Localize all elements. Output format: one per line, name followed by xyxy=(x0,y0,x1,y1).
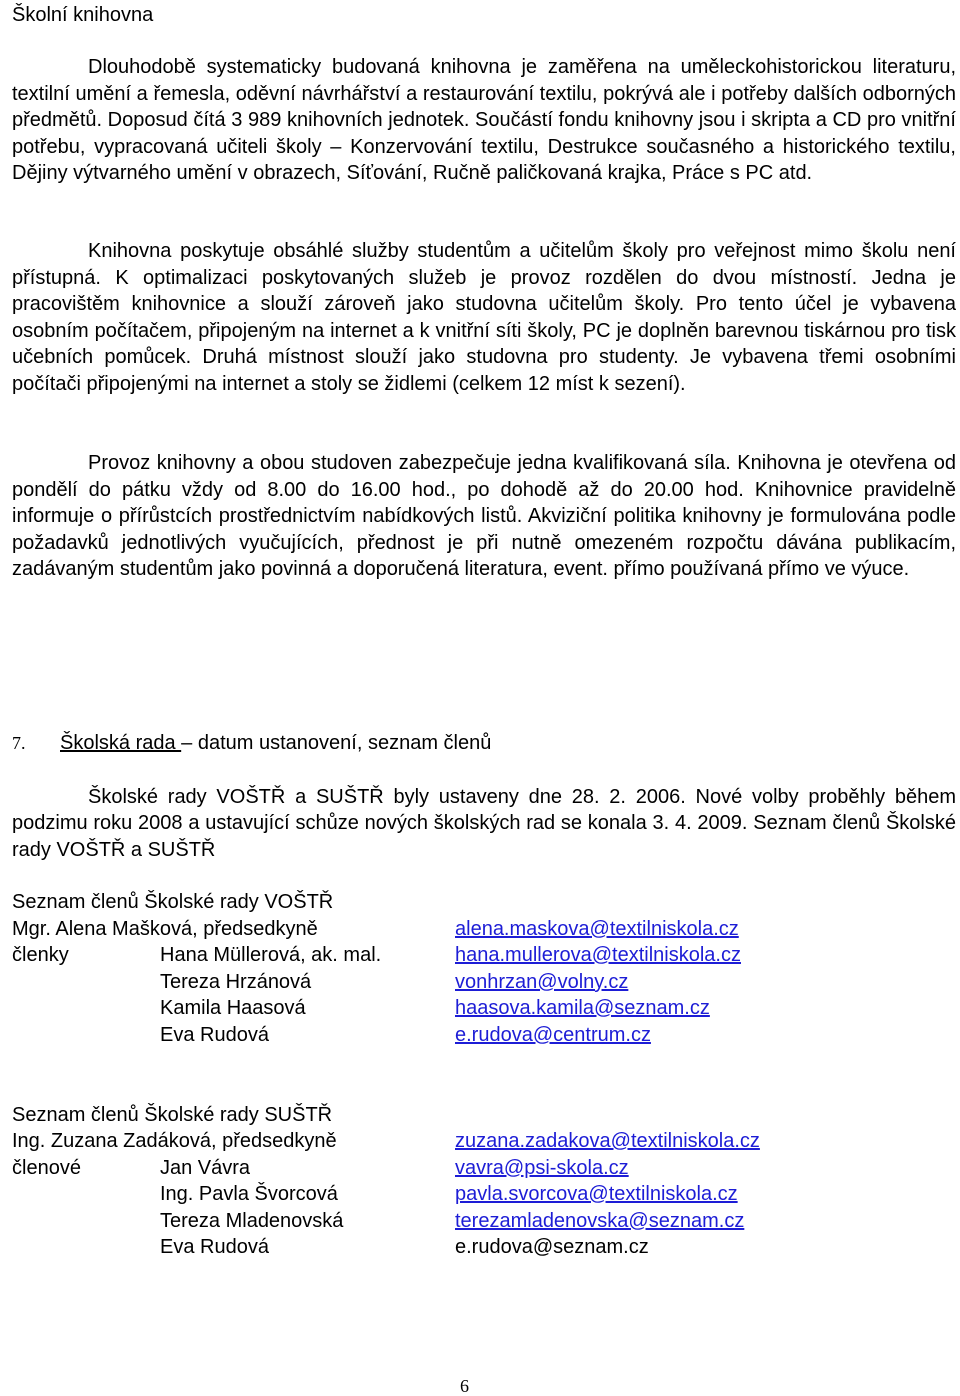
email-link[interactable]: vavra@psi-skola.cz xyxy=(455,1157,629,1179)
member-name: Hana Müllerová, ak. mal. xyxy=(160,944,382,966)
member-name: Eva Rudová xyxy=(160,1024,269,1046)
member-name: Ing. Zuzana Zadáková, předsedkyně xyxy=(12,1130,337,1152)
members-label: členové xyxy=(12,1157,81,1179)
section-title-underlined: Školská rada xyxy=(60,732,182,754)
vostr-member-row xyxy=(12,969,956,996)
library-paragraph-1: Dlouhodobě systematicky budovaná knihovna je zaměřena na uměleckohistorickou literaturu, textilní umění a řemesla, oděvní návrhářství a restaurování textilu, pokrývá ale i potřeby dalších odborných předmětů. Doposud čítá 3 989 knihovních jednotek. Součástí fondu knihovny jsou i skripta a CD pro vnitřní potřebu, vypracovaná učiteli školy – Konzervování textilu, Destrukce současného a historického textilu, Dějiny výtvarného umění v obrazech, Síťování, Ručně paličkovaná krajka, Práce s PC atd. xyxy=(12,56,956,185)
vostr-member-row xyxy=(12,1022,956,1049)
member-name: Mgr. Alena Mašková, předsedkyně xyxy=(12,918,318,940)
email-link[interactable]: hana.mullerova@textilniskola.cz xyxy=(455,944,741,966)
sustr-list-title: Seznam členů Školské rady SUŠTŘ xyxy=(12,1104,333,1126)
page-number: 6 xyxy=(460,1376,469,1396)
email-link[interactable]: pavla.svorcova@textilniskola.cz xyxy=(455,1183,738,1205)
vostr-chair-row xyxy=(12,916,956,943)
library-heading: Školní knihovna xyxy=(12,4,154,26)
vostr-member-row xyxy=(12,995,956,1022)
library-paragraph-2: Knihovna poskytuje obsáhlé služby studentům a učitelům školy pro veřejnost mimo školu není přístupná. K optimalizaci poskytovaných služeb je provoz rozdělen do dvou místností. Jedna je pracovištěm knihovnice a slouží zároveň jako studovna učitelům školy. Pro tento účel je vybavena osobním počítačem, připojeným na internet a k vnitřní síti školy, PC je doplněn barevnou tiskárnou pro tisk učebních pomůcek. Druhá místnost slouží jako studovna pro studenty. Je vybavena třemi osobními počítači připojenými na internet a stoly se židlemi (celkem 12 míst k sezení). xyxy=(12,240,956,395)
member-name: Tereza Hrzánová xyxy=(160,971,312,993)
sustr-chair-row xyxy=(12,1128,956,1155)
school-council-intro: Školské rady VOŠTŘ a SUŠTŘ byly ustaveny dne 28. 2. 2006. Nové volby proběhly během podzimu roku 2008 a ustavující schůze nových školských rad se konala 3. 4. 2009. Seznam členů Školské rady VOŠTŘ a SUŠTŘ xyxy=(12,786,956,861)
email-text: e.rudova@seznam.cz xyxy=(455,1236,649,1258)
library-paragraph-3: Provoz knihovny a obou studoven zabezpečuje jedna kvalifikovaná síla. Knihovna je otevřena od pondělí do pátku vždy od 8.00 do 16.00 hod., po dohodě až do 20.00 hod. Knihovnice pravidelně informuje o přírůstcích prostřednictvím nabídkových listů. Akviziční politika knihovny je formulována podle požadavků jednotlivých vyučujících, přednost je při nutně omezeném rozpočtu dávána publikacím, zadávaným studentům jako povinná a doporučená literatura, event. přímo používaná přímo ve výuce. xyxy=(12,452,956,581)
vostr-list-title: Seznam členů Školské rady VOŠTŘ xyxy=(12,891,334,913)
sustr-member-row xyxy=(12,1155,956,1182)
email-link[interactable]: zuzana.zadakova@textilniskola.cz xyxy=(455,1130,760,1152)
vostr-member-row xyxy=(12,942,956,969)
section-title-rest: – datum ustanovení, seznam členů xyxy=(181,732,492,754)
members-label: členky xyxy=(12,944,69,966)
email-link[interactable]: alena.maskova@textilniskola.cz xyxy=(455,918,739,940)
sustr-member-row xyxy=(12,1208,956,1235)
member-name: Kamila Haasová xyxy=(160,997,306,1019)
member-name: Tereza Mladenovská xyxy=(160,1210,344,1232)
section-number: 7. xyxy=(12,733,26,753)
member-name: Jan Vávra xyxy=(160,1157,251,1179)
email-link[interactable]: terezamladenovska@seznam.cz xyxy=(455,1210,745,1232)
sustr-member-row xyxy=(12,1181,956,1208)
sustr-member-row xyxy=(12,1234,956,1261)
section-heading xyxy=(12,730,491,756)
email-link[interactable]: vonhrzan@volny.cz xyxy=(455,971,629,993)
email-link[interactable]: e.rudova@centrum.cz xyxy=(455,1024,651,1046)
email-link[interactable]: haasova.kamila@seznam.cz xyxy=(455,997,710,1019)
member-name: Eva Rudová xyxy=(160,1236,269,1258)
member-name: Ing. Pavla Švorcová xyxy=(160,1183,338,1205)
